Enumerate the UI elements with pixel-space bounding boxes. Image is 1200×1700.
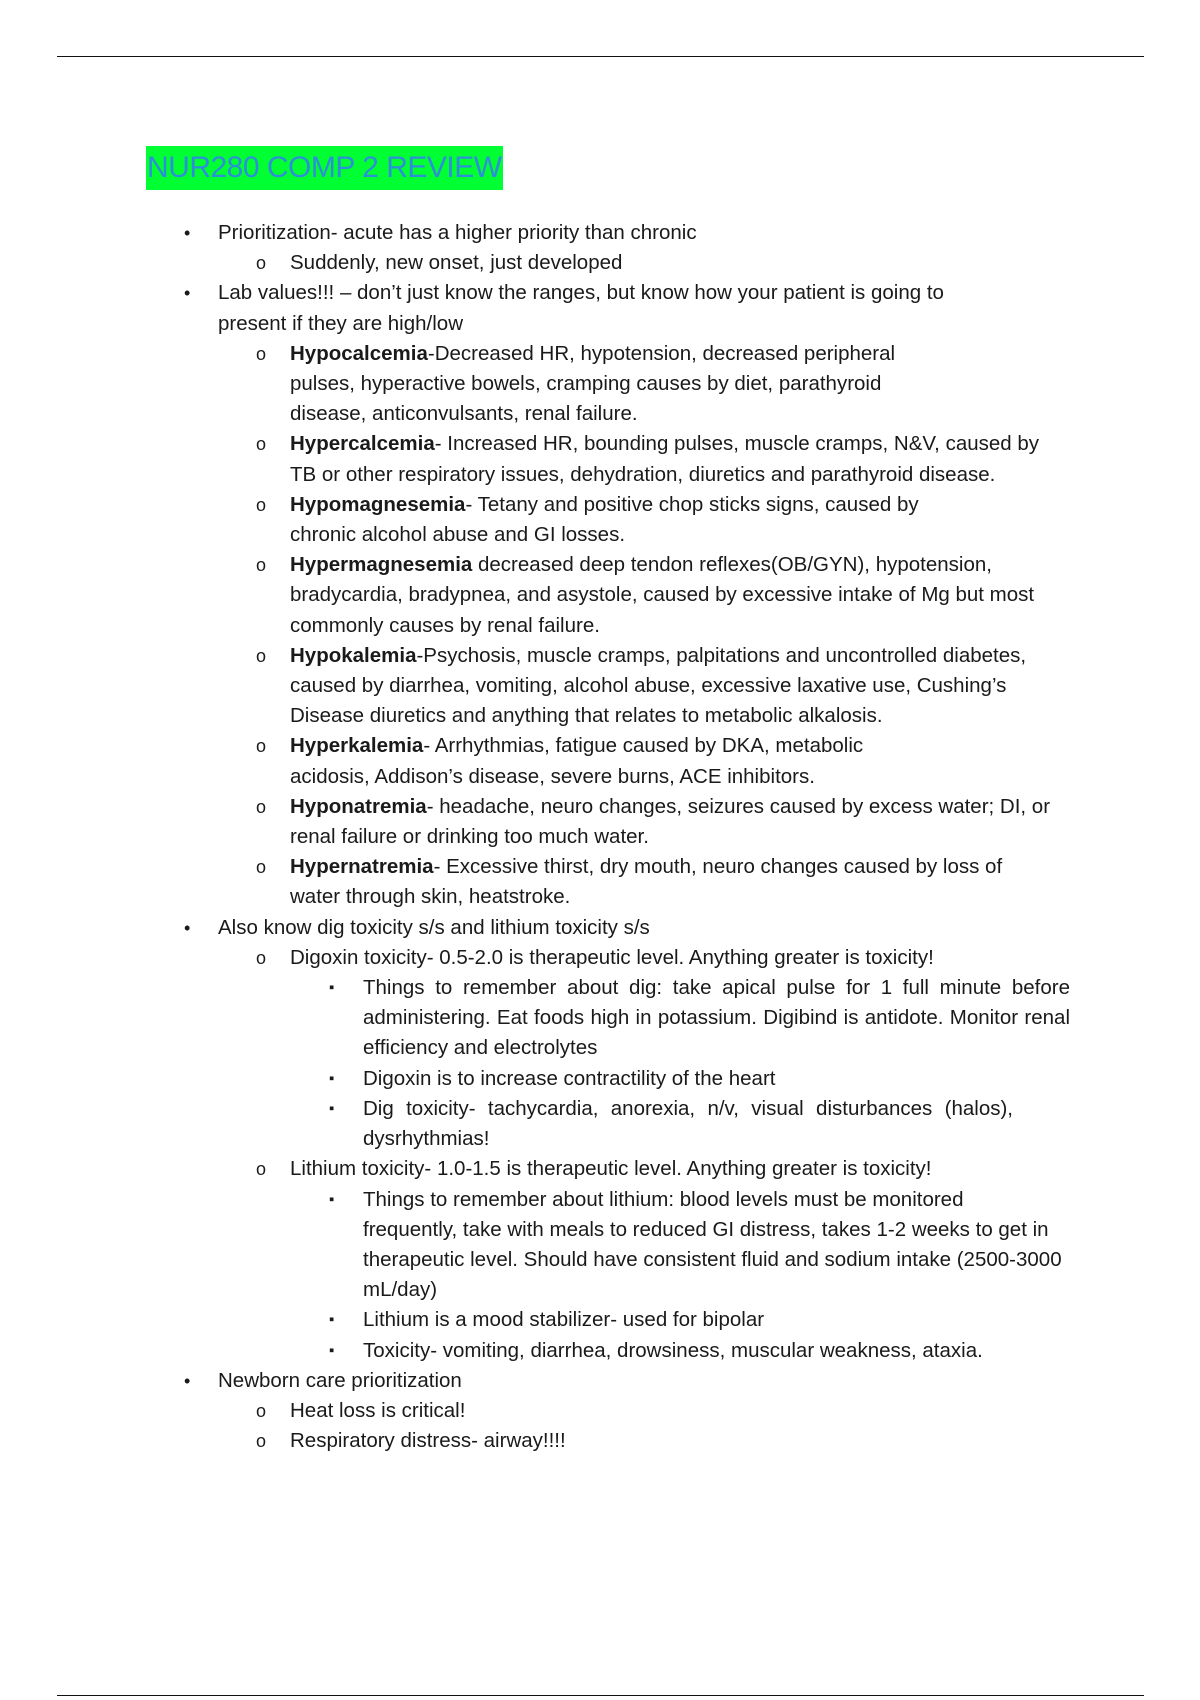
sub-list-item: o Digoxin toxicity- 0.5-2.0 is therapeutic level. Anything greater is toxicity! (0, 943, 1062, 973)
square-bullet-icon: ▪ (329, 1190, 335, 1208)
sub-sub-list-item: ▪ Things to remember about dig: take apical pulse for 1 full minute before administering. Eat foods high in potassium. Digibind is antidote. Monitor renal efficiency and electrolytes (0, 973, 1070, 1064)
sub-list-item: o Hypokalemia-Psychosis, muscle cramps, palpitations and uncontrolled diabetes, caused by diarrhea, vomiting, alcohol abuse, excessive laxative use, Cushing’s Disease diuretics and anything that relates to metabolic alkalosis. (0, 641, 1062, 732)
bullet-icon: • (184, 1370, 191, 1391)
sub-list-item: o Lithium toxicity- 1.0-1.5 is therapeutic level. Anything greater is toxicity! (0, 1154, 1062, 1184)
circle-bullet-icon: o (256, 947, 267, 968)
square-bullet-icon: ▪ (329, 1069, 335, 1087)
list-item: • Also know dig toxicity s/s and lithium toxicity s/s (0, 913, 988, 943)
term-label: Hypercalcemia (290, 432, 435, 456)
document-title: NUR280 COMP 2 REVIEW (146, 146, 503, 190)
square-bullet-icon: ▪ (329, 1311, 335, 1329)
sub-list-item: o Hypercalcemia- Increased HR, bounding pulses, muscle cramps, N&V, caused by TB or other respiratory issues, dehydration, diuretics and parathyroid disease. (0, 429, 1062, 489)
bullet-icon: • (184, 223, 191, 243)
circle-bullet-icon: o (256, 494, 267, 515)
circle-bullet-icon: o (256, 343, 267, 364)
bullet-icon: • (184, 283, 191, 304)
sub-list-item: o Hypernatremia- Excessive thirst, dry mouth, neuro changes caused by loss of water through skin, heatstroke. (0, 852, 1030, 912)
term-label: Hypernatremia (290, 855, 434, 879)
document-body (0, 218, 1200, 1456)
circle-bullet-icon: o (256, 555, 267, 576)
sub-list-item: o Heat loss is critical! (0, 1396, 1062, 1426)
sub-list-item: o Hyponatremia- headache, neuro changes, seizures caused by excess water; DI, or renal failure or drinking too much water. (0, 792, 1062, 852)
square-bullet-icon: ▪ (329, 1099, 335, 1117)
sub-list-item: o Hypocalcemia-Decreased HR, hypotension, decreased peripheral pulses, hyperactive bowels, cramping causes by diet, parathyroid disease, anticonvulsants, renal failure. (0, 339, 950, 430)
sub-sub-list-item: ▪ Digoxin is to increase contractility of the heart (0, 1064, 1070, 1094)
square-bullet-icon: ▪ (329, 1341, 335, 1359)
list-item: • Prioritization- acute has a higher priority than chronic (0, 218, 988, 248)
top-rule (57, 56, 1144, 57)
bottom-rule (57, 1695, 1144, 1696)
sub-sub-list-item: ▪ Things to remember about lithium: blood levels must be monitored frequently, take with meals to reduced GI distress, takes 1-2 weeks to get in therapeutic level. Should have consistent fluid and sodium intake (2500-3000 mL/day) (0, 1185, 1063, 1306)
circle-bullet-icon: o (256, 857, 267, 878)
sub-sub-list-item: ▪ Lithium is a mood stabilizer- used for bipolar (0, 1305, 1070, 1335)
sub-list-item: o Suddenly, new onset, just developed (0, 248, 1062, 278)
circle-bullet-icon: o (256, 645, 267, 666)
bullet-icon: • (184, 917, 191, 938)
term-label: Hyperkalemia (290, 734, 424, 758)
term-label: Hyponatremia (290, 794, 427, 818)
circle-bullet-icon: o (256, 1159, 267, 1180)
term-label: Hypermagnesemia (290, 553, 473, 577)
sub-sub-list-item: ▪ Toxicity- vomiting, diarrhea, drowsiness, muscular weakness, ataxia. (0, 1336, 1070, 1366)
term-label: Hypocalcemia (290, 341, 428, 365)
circle-bullet-icon: o (256, 1431, 267, 1452)
sub-sub-list-item: ▪ Dig toxicity- tachycardia, anorexia, n/v, visual disturbances (halos), dysrhythmias! (0, 1094, 1013, 1154)
sub-list-item: o Hypomagnesemia- Tetany and positive chop sticks signs, caused by chronic alcohol abuse and GI losses. (0, 490, 970, 550)
square-bullet-icon: ▪ (329, 979, 335, 997)
sub-list-item: o Hyperkalemia- Arrhythmias, fatigue caused by DKA, metabolic acidosis, Addison’s disease, severe burns, ACE inhibitors. (0, 731, 930, 791)
circle-bullet-icon: o (256, 1400, 267, 1421)
term-label: Hypokalemia (290, 643, 417, 667)
circle-bullet-icon: o (256, 253, 267, 274)
list-item: • Lab values!!! – don’t just know the ranges, but know how your patient is going to present if they are high/low (0, 278, 998, 338)
sub-list-item: o Respiratory distress- airway!!!! (0, 1426, 1062, 1456)
circle-bullet-icon: o (256, 434, 267, 455)
sub-list-item: o Hypermagnesemia decreased deep tendon reflexes(OB/GYN), hypotension, bradycardia, bradypnea, and asystole, caused by excessive intake of Mg but most commonly causes by renal failure. (0, 550, 1062, 641)
circle-bullet-icon: o (256, 736, 267, 757)
circle-bullet-icon: o (256, 796, 267, 817)
list-item: • Newborn care prioritization (0, 1366, 988, 1396)
term-label: Hypomagnesemia (290, 492, 466, 516)
